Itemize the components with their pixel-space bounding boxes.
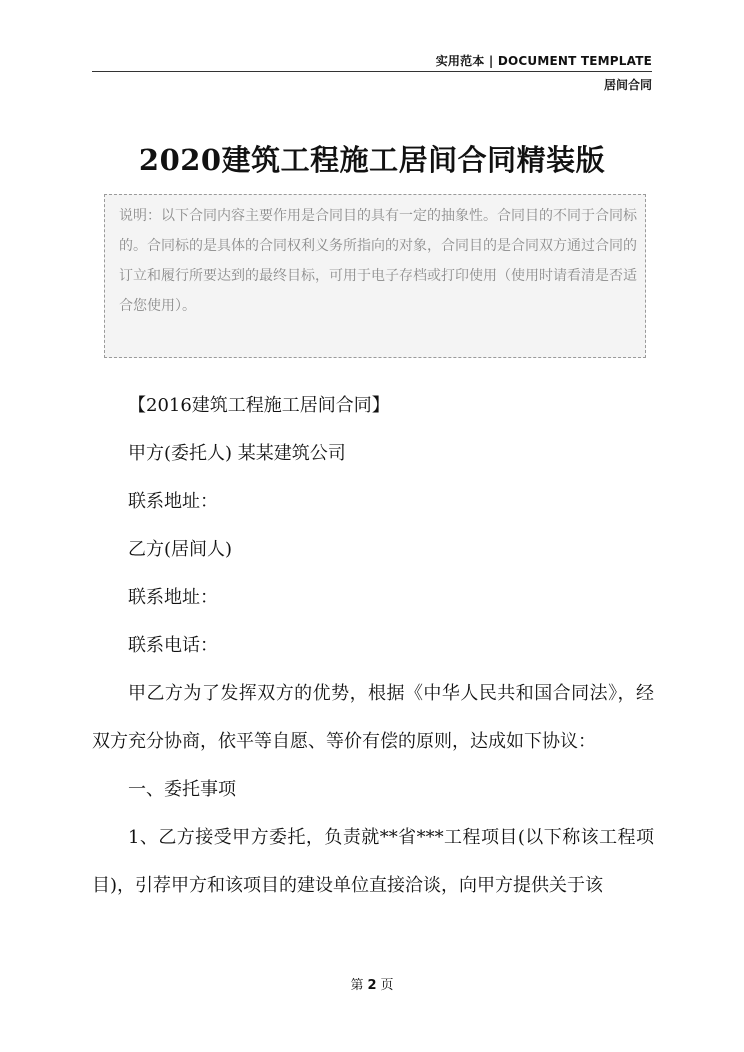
header-top-line: 实用范本 | DOCUMENT TEMPLATE xyxy=(435,54,652,68)
party-b-address: 联系地址： xyxy=(128,587,218,608)
page-number-suffix: 页 xyxy=(380,978,394,993)
document-body xyxy=(92,382,654,910)
page-number-value: 2 xyxy=(367,978,377,993)
notice-box: 说明：以下合同内容主要作用是合同目的具有一定的抽象性。合同目的不同于合同标的。合同标的是具体的合同权利义务所指向的对象，合同目的是合同双方通过合同的订立和履行所要达到的最终目标，可用于电子存档或打印使用（使用时请看清是否适合您使用）。 xyxy=(104,194,646,358)
preamble-paragraph: 甲乙方为了发挥双方的优势，根据《中华人民共和国合同法》，经双方充分协商，依平等自愿、等价有偿的原则，达成如下协议： xyxy=(92,683,654,752)
party-a-line: 甲方(委托人) 某某建筑公司 xyxy=(128,443,346,464)
party-b-phone: 联系电话： xyxy=(128,635,218,656)
clause-paragraph: 1、乙方接受甲方委托，负责就**省***工程项目(以下称该工程项目)，引荐甲方和该项目的建设单位直接洽谈，向甲方提供关于该 xyxy=(92,827,654,896)
party-a-address: 联系地址： xyxy=(128,491,218,512)
page-number-prefix: 第 xyxy=(350,978,364,993)
contract-heading: 【2016建筑工程施工居间合同】 xyxy=(128,395,390,416)
document-title: 2020建筑工程施工居间合同精装版 xyxy=(138,143,606,177)
header-divider xyxy=(92,71,652,72)
party-b-line: 乙方(居间人) xyxy=(128,539,233,560)
page-number xyxy=(0,974,744,993)
section-heading: 一、委托事项 xyxy=(128,779,236,800)
header-category: 居间合同 xyxy=(603,78,652,92)
